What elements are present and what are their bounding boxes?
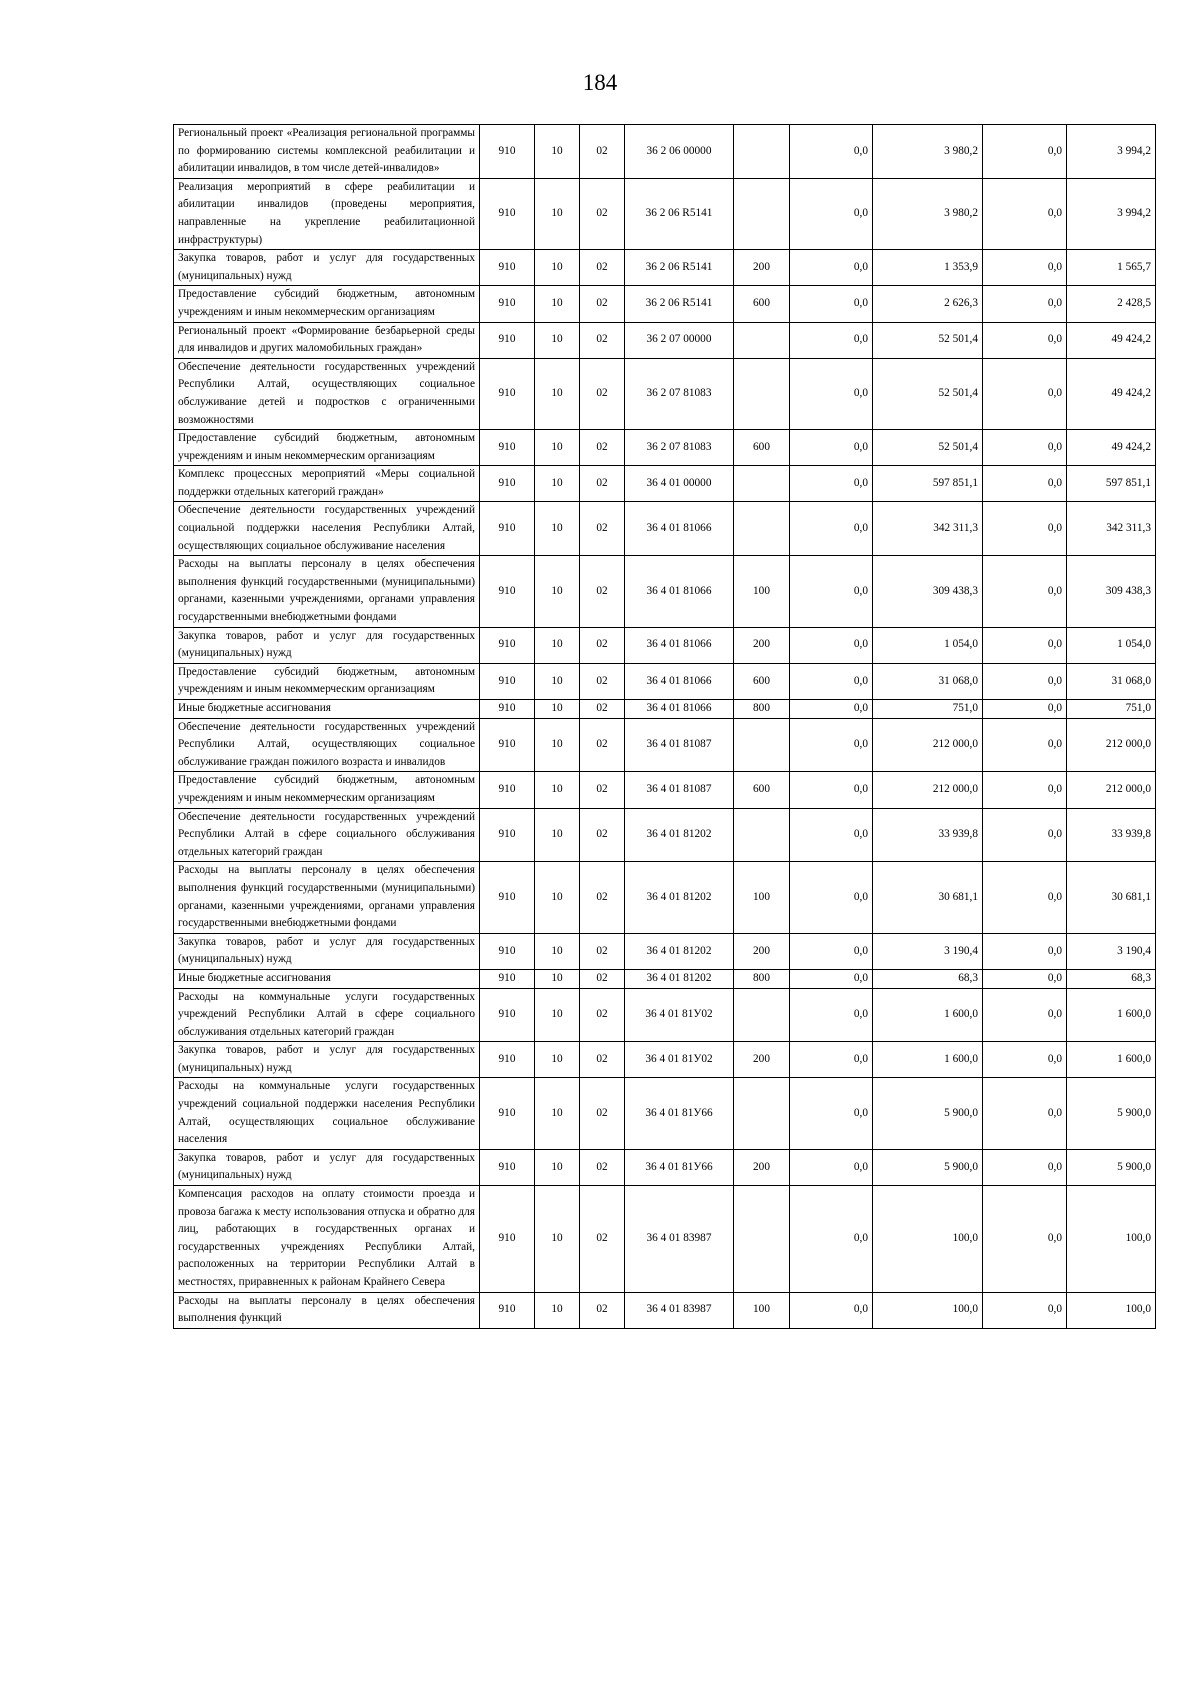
cell-target-article: 36 4 01 81У02 xyxy=(625,988,734,1042)
cell-target-article: 36 2 06 R5141 xyxy=(625,286,734,322)
cell-amount-3: 0,0 xyxy=(983,178,1067,249)
cell-amount-2: 68,3 xyxy=(873,969,983,988)
cell-amount-3: 0,0 xyxy=(983,1078,1067,1149)
cell-amount-2: 3 190,4 xyxy=(873,933,983,969)
cell-expense-type: 100 xyxy=(734,1292,790,1328)
cell-description: Предоставление субсидий бюджетным, автономным учреждениям и иным некоммерческим организациям xyxy=(174,772,480,808)
cell-amount-2: 31 068,0 xyxy=(873,663,983,699)
cell-expense-type: 100 xyxy=(734,556,790,627)
cell-subsection-code: 02 xyxy=(580,430,625,466)
cell-amount-1: 0,0 xyxy=(790,933,873,969)
cell-ministry-code: 910 xyxy=(480,1149,535,1185)
cell-amount-3: 0,0 xyxy=(983,1186,1067,1293)
cell-amount-4: 3 994,2 xyxy=(1067,178,1156,249)
table-row xyxy=(174,178,1156,249)
cell-amount-1: 0,0 xyxy=(790,700,873,719)
cell-target-article: 36 4 01 81066 xyxy=(625,627,734,663)
cell-amount-1: 0,0 xyxy=(790,862,873,933)
cell-expense-type xyxy=(734,322,790,358)
cell-amount-2: 3 980,2 xyxy=(873,178,983,249)
cell-amount-2: 342 311,3 xyxy=(873,502,983,556)
cell-amount-2: 1 600,0 xyxy=(873,988,983,1042)
cell-amount-4: 5 900,0 xyxy=(1067,1078,1156,1149)
cell-section-code: 10 xyxy=(535,178,580,249)
cell-expense-type: 200 xyxy=(734,1042,790,1078)
cell-amount-1: 0,0 xyxy=(790,663,873,699)
cell-amount-2: 52 501,4 xyxy=(873,430,983,466)
cell-amount-4: 3 190,4 xyxy=(1067,933,1156,969)
cell-description: Иные бюджетные ассигнования xyxy=(174,969,480,988)
cell-amount-2: 751,0 xyxy=(873,700,983,719)
table-row xyxy=(174,1042,1156,1078)
cell-amount-4: 1 054,0 xyxy=(1067,627,1156,663)
cell-amount-3: 0,0 xyxy=(983,250,1067,286)
cell-expense-type xyxy=(734,178,790,249)
cell-subsection-code: 02 xyxy=(580,933,625,969)
cell-amount-3: 0,0 xyxy=(983,988,1067,1042)
cell-amount-4: 31 068,0 xyxy=(1067,663,1156,699)
table-body xyxy=(174,125,1156,1329)
table-row xyxy=(174,322,1156,358)
cell-amount-2: 309 438,3 xyxy=(873,556,983,627)
cell-amount-1: 0,0 xyxy=(790,988,873,1042)
cell-section-code: 10 xyxy=(535,862,580,933)
cell-amount-3: 0,0 xyxy=(983,466,1067,502)
cell-subsection-code: 02 xyxy=(580,627,625,663)
table-row xyxy=(174,430,1156,466)
cell-subsection-code: 02 xyxy=(580,700,625,719)
cell-target-article: 36 2 07 00000 xyxy=(625,322,734,358)
cell-amount-1: 0,0 xyxy=(790,556,873,627)
table-row xyxy=(174,862,1156,933)
cell-target-article: 36 2 07 81083 xyxy=(625,358,734,429)
page-number: 184 xyxy=(582,70,618,95)
cell-subsection-code: 02 xyxy=(580,286,625,322)
cell-amount-1: 0,0 xyxy=(790,627,873,663)
table-row xyxy=(174,358,1156,429)
cell-expense-type: 200 xyxy=(734,250,790,286)
cell-description: Обеспечение деятельности государственных учреждений социальной поддержки населения Республики Алтай, осуществляющих социальное обслуживание населения xyxy=(174,502,480,556)
cell-amount-2: 597 851,1 xyxy=(873,466,983,502)
table-row xyxy=(174,1078,1156,1149)
cell-ministry-code: 910 xyxy=(480,178,535,249)
table-row xyxy=(174,1186,1156,1293)
cell-section-code: 10 xyxy=(535,1186,580,1293)
cell-description: Предоставление субсидий бюджетным, автономным учреждениям и иным некоммерческим организациям xyxy=(174,663,480,699)
cell-ministry-code: 910 xyxy=(480,988,535,1042)
cell-amount-2: 212 000,0 xyxy=(873,772,983,808)
cell-ministry-code: 910 xyxy=(480,1042,535,1078)
cell-subsection-code: 02 xyxy=(580,862,625,933)
cell-subsection-code: 02 xyxy=(580,808,625,862)
cell-ministry-code: 910 xyxy=(480,969,535,988)
cell-amount-1: 0,0 xyxy=(790,466,873,502)
cell-expense-type xyxy=(734,1186,790,1293)
cell-amount-3: 0,0 xyxy=(983,1149,1067,1185)
cell-amount-1: 0,0 xyxy=(790,286,873,322)
cell-section-code: 10 xyxy=(535,125,580,179)
cell-subsection-code: 02 xyxy=(580,502,625,556)
cell-expense-type: 200 xyxy=(734,1149,790,1185)
cell-expense-type: 200 xyxy=(734,627,790,663)
cell-amount-4: 49 424,2 xyxy=(1067,358,1156,429)
cell-ministry-code: 910 xyxy=(480,466,535,502)
cell-amount-3: 0,0 xyxy=(983,286,1067,322)
cell-description: Компенсация расходов на оплату стоимости проезда и провоза багажа к месту использования отпуска и обратно для лиц, работающих в государственных органах и государственных учреждениях Республики Алтай, расположенных на территории Республики Алтай в местностях, приравненных к районам Крайнего Севера xyxy=(174,1186,480,1293)
table-row xyxy=(174,627,1156,663)
cell-amount-2: 100,0 xyxy=(873,1292,983,1328)
cell-expense-type xyxy=(734,125,790,179)
cell-amount-4: 49 424,2 xyxy=(1067,322,1156,358)
cell-subsection-code: 02 xyxy=(580,125,625,179)
cell-expense-type: 100 xyxy=(734,862,790,933)
cell-expense-type xyxy=(734,358,790,429)
cell-amount-3: 0,0 xyxy=(983,1292,1067,1328)
cell-amount-2: 5 900,0 xyxy=(873,1078,983,1149)
cell-expense-type xyxy=(734,808,790,862)
cell-amount-4: 212 000,0 xyxy=(1067,772,1156,808)
cell-expense-type xyxy=(734,466,790,502)
cell-subsection-code: 02 xyxy=(580,556,625,627)
cell-amount-2: 212 000,0 xyxy=(873,718,983,772)
cell-description: Реализация мероприятий в сфере реабилитации и абилитации инвалидов (проведены мероприятия, направленные на укрепление реабилитационной инфраструктуры) xyxy=(174,178,480,249)
cell-subsection-code: 02 xyxy=(580,718,625,772)
cell-amount-1: 0,0 xyxy=(790,1149,873,1185)
cell-amount-4: 212 000,0 xyxy=(1067,718,1156,772)
cell-amount-1: 0,0 xyxy=(790,322,873,358)
cell-amount-4: 68,3 xyxy=(1067,969,1156,988)
cell-section-code: 10 xyxy=(535,430,580,466)
cell-amount-4: 100,0 xyxy=(1067,1292,1156,1328)
cell-amount-3: 0,0 xyxy=(983,358,1067,429)
cell-section-code: 10 xyxy=(535,988,580,1042)
cell-amount-3: 0,0 xyxy=(983,502,1067,556)
cell-target-article: 36 4 01 81202 xyxy=(625,933,734,969)
cell-amount-2: 3 980,2 xyxy=(873,125,983,179)
cell-amount-2: 52 501,4 xyxy=(873,322,983,358)
cell-description: Закупка товаров, работ и услуг для государственных (муниципальных) нужд xyxy=(174,250,480,286)
cell-expense-type: 800 xyxy=(734,969,790,988)
cell-subsection-code: 02 xyxy=(580,663,625,699)
cell-section-code: 10 xyxy=(535,1292,580,1328)
cell-description: Обеспечение деятельности государственных учреждений Республики Алтай, осуществляющих социальное обслуживание граждан пожилого возраста и инвалидов xyxy=(174,718,480,772)
cell-amount-3: 0,0 xyxy=(983,322,1067,358)
cell-subsection-code: 02 xyxy=(580,1078,625,1149)
cell-expense-type: 600 xyxy=(734,430,790,466)
cell-amount-2: 100,0 xyxy=(873,1186,983,1293)
cell-target-article: 36 4 01 81202 xyxy=(625,969,734,988)
cell-amount-1: 0,0 xyxy=(790,1042,873,1078)
cell-amount-1: 0,0 xyxy=(790,358,873,429)
cell-amount-1: 0,0 xyxy=(790,178,873,249)
cell-target-article: 36 4 01 81087 xyxy=(625,718,734,772)
cell-section-code: 10 xyxy=(535,933,580,969)
table-row xyxy=(174,1149,1156,1185)
budget-table xyxy=(173,124,1156,1329)
cell-ministry-code: 910 xyxy=(480,1186,535,1293)
cell-target-article: 36 4 01 81087 xyxy=(625,772,734,808)
cell-subsection-code: 02 xyxy=(580,178,625,249)
cell-amount-2: 2 626,3 xyxy=(873,286,983,322)
cell-target-article: 36 4 01 81У02 xyxy=(625,1042,734,1078)
cell-subsection-code: 02 xyxy=(580,1186,625,1293)
cell-description: Расходы на коммунальные услуги государственных учреждений социальной поддержки населения Республики Алтай, осуществляющих социальное обслуживание населения xyxy=(174,1078,480,1149)
cell-description: Региональный проект «Реализация региональной программы по формированию системы комплексной реабилитации и абилитации инвалидов, в том числе детей-инвалидов» xyxy=(174,125,480,179)
cell-amount-3: 0,0 xyxy=(983,700,1067,719)
cell-amount-4: 1 600,0 xyxy=(1067,988,1156,1042)
table-row xyxy=(174,556,1156,627)
cell-subsection-code: 02 xyxy=(580,969,625,988)
cell-target-article: 36 2 06 R5141 xyxy=(625,178,734,249)
cell-subsection-code: 02 xyxy=(580,988,625,1042)
cell-amount-2: 52 501,4 xyxy=(873,358,983,429)
cell-subsection-code: 02 xyxy=(580,1042,625,1078)
table-row xyxy=(174,1292,1156,1328)
cell-subsection-code: 02 xyxy=(580,1149,625,1185)
table-row xyxy=(174,502,1156,556)
cell-ministry-code: 910 xyxy=(480,700,535,719)
cell-target-article: 36 4 01 81066 xyxy=(625,663,734,699)
cell-amount-1: 0,0 xyxy=(790,969,873,988)
cell-amount-1: 0,0 xyxy=(790,1292,873,1328)
cell-description: Предоставление субсидий бюджетным, автономным учреждениям и иным некоммерческим организациям xyxy=(174,430,480,466)
table-row xyxy=(174,808,1156,862)
cell-subsection-code: 02 xyxy=(580,1292,625,1328)
cell-target-article: 36 2 06 00000 xyxy=(625,125,734,179)
cell-description: Иные бюджетные ассигнования xyxy=(174,700,480,719)
cell-amount-1: 0,0 xyxy=(790,1186,873,1293)
table-row xyxy=(174,933,1156,969)
cell-amount-4: 1 565,7 xyxy=(1067,250,1156,286)
cell-ministry-code: 910 xyxy=(480,430,535,466)
cell-expense-type: 200 xyxy=(734,933,790,969)
table-row xyxy=(174,663,1156,699)
cell-ministry-code: 910 xyxy=(480,627,535,663)
cell-amount-3: 0,0 xyxy=(983,1042,1067,1078)
cell-ministry-code: 910 xyxy=(480,718,535,772)
cell-section-code: 10 xyxy=(535,556,580,627)
cell-target-article: 36 4 01 81066 xyxy=(625,700,734,719)
table-row xyxy=(174,125,1156,179)
cell-section-code: 10 xyxy=(535,250,580,286)
cell-description: Предоставление субсидий бюджетным, автономным учреждениям и иным некоммерческим организациям xyxy=(174,286,480,322)
cell-amount-4: 1 600,0 xyxy=(1067,1042,1156,1078)
cell-ministry-code: 910 xyxy=(480,502,535,556)
cell-amount-2: 33 939,8 xyxy=(873,808,983,862)
cell-ministry-code: 910 xyxy=(480,322,535,358)
cell-target-article: 36 4 01 81202 xyxy=(625,808,734,862)
cell-ministry-code: 910 xyxy=(480,286,535,322)
cell-amount-3: 0,0 xyxy=(983,627,1067,663)
cell-target-article: 36 4 01 00000 xyxy=(625,466,734,502)
table-row xyxy=(174,466,1156,502)
cell-description: Закупка товаров, работ и услуг для государственных (муниципальных) нужд xyxy=(174,1042,480,1078)
cell-target-article: 36 4 01 83987 xyxy=(625,1292,734,1328)
table-row xyxy=(174,772,1156,808)
cell-expense-type: 600 xyxy=(734,286,790,322)
cell-expense-type xyxy=(734,988,790,1042)
cell-amount-1: 0,0 xyxy=(790,772,873,808)
cell-description: Обеспечение деятельности государственных учреждений Республики Алтай, осуществляющих социальное обслуживание детей и подростков с ограниченными возможностями xyxy=(174,358,480,429)
cell-expense-type: 600 xyxy=(734,663,790,699)
cell-subsection-code: 02 xyxy=(580,772,625,808)
cell-subsection-code: 02 xyxy=(580,250,625,286)
cell-amount-1: 0,0 xyxy=(790,808,873,862)
cell-ministry-code: 910 xyxy=(480,556,535,627)
cell-amount-3: 0,0 xyxy=(983,808,1067,862)
cell-section-code: 10 xyxy=(535,358,580,429)
cell-amount-2: 1 600,0 xyxy=(873,1042,983,1078)
cell-ministry-code: 910 xyxy=(480,772,535,808)
cell-section-code: 10 xyxy=(535,808,580,862)
cell-amount-1: 0,0 xyxy=(790,250,873,286)
cell-target-article: 36 4 01 81У66 xyxy=(625,1078,734,1149)
cell-section-code: 10 xyxy=(535,718,580,772)
cell-ministry-code: 910 xyxy=(480,663,535,699)
cell-description: Закупка товаров, работ и услуг для государственных (муниципальных) нужд xyxy=(174,1149,480,1185)
cell-description: Региональный проект «Формирование безбарьерной среды для инвалидов и других маломобильных граждан» xyxy=(174,322,480,358)
cell-section-code: 10 xyxy=(535,1078,580,1149)
cell-description: Расходы на выплаты персоналу в целях обеспечения выполнения функций государственными (муниципальными) органами, казенными учреждениями, органами управления государственными внебюджетными фондами xyxy=(174,862,480,933)
cell-section-code: 10 xyxy=(535,663,580,699)
cell-amount-4: 3 994,2 xyxy=(1067,125,1156,179)
cell-target-article: 36 2 07 81083 xyxy=(625,430,734,466)
cell-target-article: 36 4 01 81202 xyxy=(625,862,734,933)
cell-target-article: 36 4 01 83987 xyxy=(625,1186,734,1293)
cell-ministry-code: 910 xyxy=(480,808,535,862)
cell-amount-3: 0,0 xyxy=(983,125,1067,179)
cell-amount-4: 597 851,1 xyxy=(1067,466,1156,502)
cell-section-code: 10 xyxy=(535,772,580,808)
cell-amount-4: 342 311,3 xyxy=(1067,502,1156,556)
table-row xyxy=(174,718,1156,772)
cell-ministry-code: 910 xyxy=(480,250,535,286)
cell-ministry-code: 910 xyxy=(480,933,535,969)
cell-target-article: 36 4 01 81066 xyxy=(625,556,734,627)
cell-amount-4: 751,0 xyxy=(1067,700,1156,719)
cell-amount-3: 0,0 xyxy=(983,969,1067,988)
table-row xyxy=(174,969,1156,988)
cell-amount-4: 33 939,8 xyxy=(1067,808,1156,862)
cell-expense-type xyxy=(734,718,790,772)
cell-target-article: 36 2 06 R5141 xyxy=(625,250,734,286)
cell-description: Комплекс процессных мероприятий «Меры социальной поддержки отдельных категорий граждан» xyxy=(174,466,480,502)
cell-section-code: 10 xyxy=(535,322,580,358)
cell-target-article: 36 4 01 81066 xyxy=(625,502,734,556)
cell-ministry-code: 910 xyxy=(480,862,535,933)
cell-subsection-code: 02 xyxy=(580,466,625,502)
cell-section-code: 10 xyxy=(535,286,580,322)
cell-expense-type xyxy=(734,1078,790,1149)
cell-target-article: 36 4 01 81У66 xyxy=(625,1149,734,1185)
cell-amount-4: 309 438,3 xyxy=(1067,556,1156,627)
cell-section-code: 10 xyxy=(535,969,580,988)
cell-section-code: 10 xyxy=(535,700,580,719)
cell-ministry-code: 910 xyxy=(480,125,535,179)
cell-amount-4: 49 424,2 xyxy=(1067,430,1156,466)
cell-expense-type: 800 xyxy=(734,700,790,719)
cell-subsection-code: 02 xyxy=(580,322,625,358)
cell-amount-3: 0,0 xyxy=(983,718,1067,772)
cell-description: Расходы на коммунальные услуги государственных учреждений Республики Алтай в сфере социального обслуживания отдельных категорий граждан xyxy=(174,988,480,1042)
cell-amount-1: 0,0 xyxy=(790,502,873,556)
cell-section-code: 10 xyxy=(535,627,580,663)
cell-expense-type: 600 xyxy=(734,772,790,808)
cell-ministry-code: 910 xyxy=(480,1078,535,1149)
cell-amount-2: 1 353,9 xyxy=(873,250,983,286)
cell-description: Расходы на выплаты персоналу в целях обеспечения выполнения функций xyxy=(174,1292,480,1328)
cell-description: Закупка товаров, работ и услуг для государственных (муниципальных) нужд xyxy=(174,933,480,969)
cell-amount-3: 0,0 xyxy=(983,556,1067,627)
cell-description: Расходы на выплаты персоналу в целях обеспечения выполнения функций государственными (муниципальными) органами, казенными учреждениями, органами управления государственными внебюджетными фондами xyxy=(174,556,480,627)
table-row xyxy=(174,250,1156,286)
cell-amount-2: 1 054,0 xyxy=(873,627,983,663)
cell-amount-4: 5 900,0 xyxy=(1067,1149,1156,1185)
cell-amount-3: 0,0 xyxy=(983,772,1067,808)
cell-amount-4: 30 681,1 xyxy=(1067,862,1156,933)
cell-section-code: 10 xyxy=(535,466,580,502)
cell-section-code: 10 xyxy=(535,502,580,556)
cell-amount-1: 0,0 xyxy=(790,718,873,772)
cell-expense-type xyxy=(734,502,790,556)
cell-ministry-code: 910 xyxy=(480,1292,535,1328)
cell-amount-4: 2 428,5 xyxy=(1067,286,1156,322)
cell-amount-3: 0,0 xyxy=(983,933,1067,969)
cell-description: Закупка товаров, работ и услуг для государственных (муниципальных) нужд xyxy=(174,627,480,663)
table-row xyxy=(174,286,1156,322)
table-row xyxy=(174,988,1156,1042)
cell-amount-4: 100,0 xyxy=(1067,1186,1156,1293)
cell-description: Обеспечение деятельности государственных учреждений Республики Алтай в сфере социального обслуживания отдельных категорий граждан xyxy=(174,808,480,862)
cell-section-code: 10 xyxy=(535,1042,580,1078)
cell-amount-2: 30 681,1 xyxy=(873,862,983,933)
cell-subsection-code: 02 xyxy=(580,358,625,429)
cell-ministry-code: 910 xyxy=(480,358,535,429)
cell-amount-3: 0,0 xyxy=(983,663,1067,699)
cell-amount-1: 0,0 xyxy=(790,430,873,466)
cell-amount-1: 0,0 xyxy=(790,125,873,179)
cell-amount-3: 0,0 xyxy=(983,862,1067,933)
cell-amount-2: 5 900,0 xyxy=(873,1149,983,1185)
table-row xyxy=(174,700,1156,719)
cell-amount-1: 0,0 xyxy=(790,1078,873,1149)
cell-section-code: 10 xyxy=(535,1149,580,1185)
cell-amount-3: 0,0 xyxy=(983,430,1067,466)
